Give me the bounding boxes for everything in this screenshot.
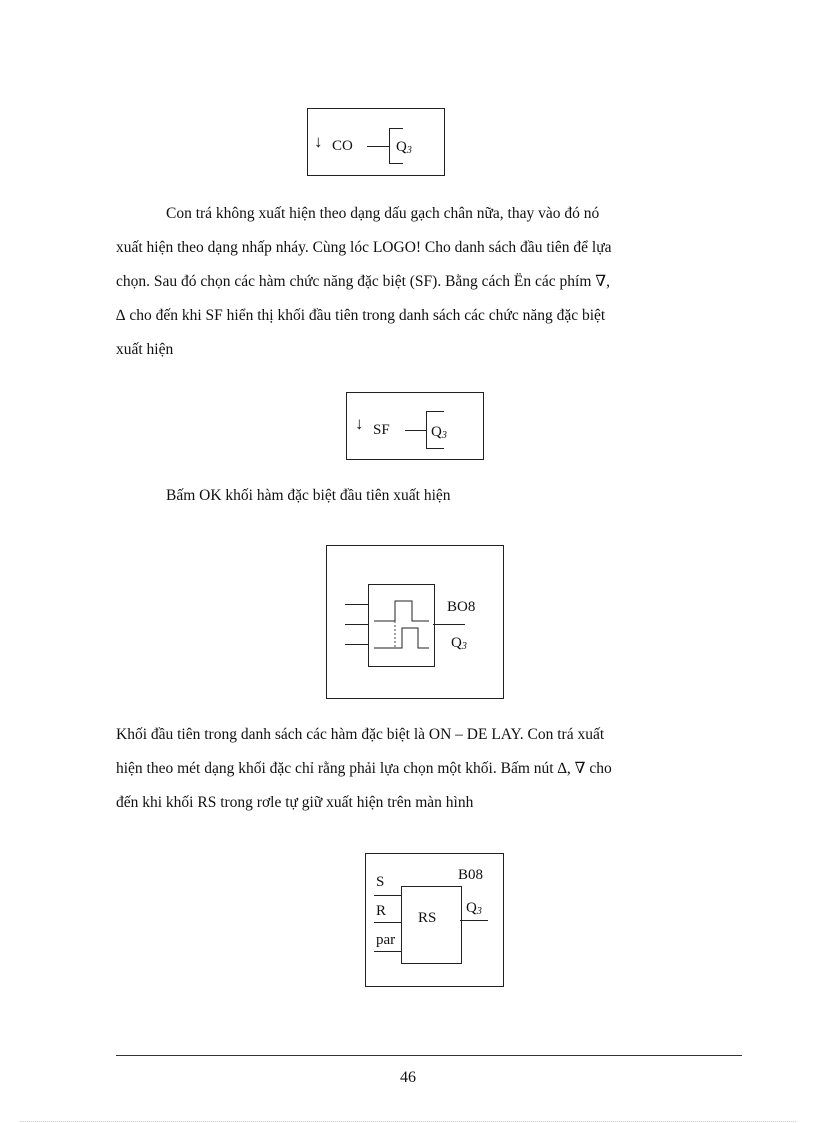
block-edge (389, 163, 403, 164)
figure-on-delay-block (326, 545, 504, 699)
function-label: RS (418, 910, 437, 926)
input-line (374, 951, 401, 952)
text-line: xuất hiện (116, 341, 174, 358)
block-edge (426, 448, 444, 449)
text-line: hiện theo mét dạng khối đặc chỉ rằng phải lựa chọn một khối. Bấm nút ∆, ∇ cho (116, 760, 612, 777)
block-number-label: B08 (458, 867, 484, 883)
figure-output-label: $Q_3$ (431, 424, 447, 441)
paragraph-3 (116, 718, 742, 820)
paragraph-1 (116, 197, 742, 367)
down-arrow-icon: ↓ (355, 414, 364, 433)
pulse-timing-icon (369, 585, 434, 666)
connector-line (367, 146, 389, 147)
figure-input-label: SF (373, 422, 390, 438)
text-line: Con trá không xuất hiện theo dạng dấu gạch chân nữa, thay vào đó nó (166, 205, 600, 222)
block-edge (426, 411, 427, 449)
footer-rule (116, 1055, 742, 1056)
text-line: Bấm OK khối hàm đặc biệt đầu tiên xuất hiện (166, 487, 451, 504)
figure-co-q3 (307, 108, 445, 176)
figure-input-label: CO (332, 138, 353, 154)
text-line: đến khi khối RS trong rơle tự giữ xuất hiện trên màn hình (116, 794, 474, 811)
input-line (345, 624, 368, 625)
page-number: 46 (400, 1069, 416, 1086)
connector-line (405, 430, 426, 431)
down-arrow-icon: ↓ (314, 132, 323, 151)
figure-output-label: $Q_3$ (396, 139, 412, 156)
text-line: chọn. Sau đó chọn các hàm chức năng đặc biệt (SF). Bằng cách Ën các phím ∇, (116, 273, 610, 290)
figure-output-label: $Q_3$ (466, 900, 482, 917)
text-line: ∆ cho đến khi SF hiển thị khối đầu tiên trong danh sách các chức năng đặc biệt (116, 307, 606, 324)
block-number-label: BO8 (447, 599, 476, 615)
paragraph-2 (116, 479, 742, 513)
block-edge (389, 128, 390, 164)
block-edge (389, 128, 403, 129)
input-line (374, 922, 401, 923)
figure-rs-block (365, 853, 504, 987)
text-line: xuất hiện theo dạng nhấp nháy. Cùng lóc LOGO! Cho danh sách đầu tiên để lựa (116, 239, 612, 256)
input-line (345, 604, 368, 605)
page-edge-divider (20, 1121, 796, 1122)
output-line (460, 920, 488, 921)
block-edge (426, 411, 444, 412)
input-label-r: R (376, 903, 387, 919)
output-line (433, 624, 465, 625)
input-label-s: S (376, 874, 385, 890)
text-line: Khối đầu tiên trong danh sách các hàm đặc biệt là ON – DE LAY. Con trá xuất (116, 726, 605, 743)
figure-output-label: $Q_3$ (451, 635, 467, 652)
input-line (345, 644, 368, 645)
figure-sf-q3 (346, 392, 484, 460)
input-label-par: par (376, 932, 396, 948)
input-line (374, 895, 401, 896)
